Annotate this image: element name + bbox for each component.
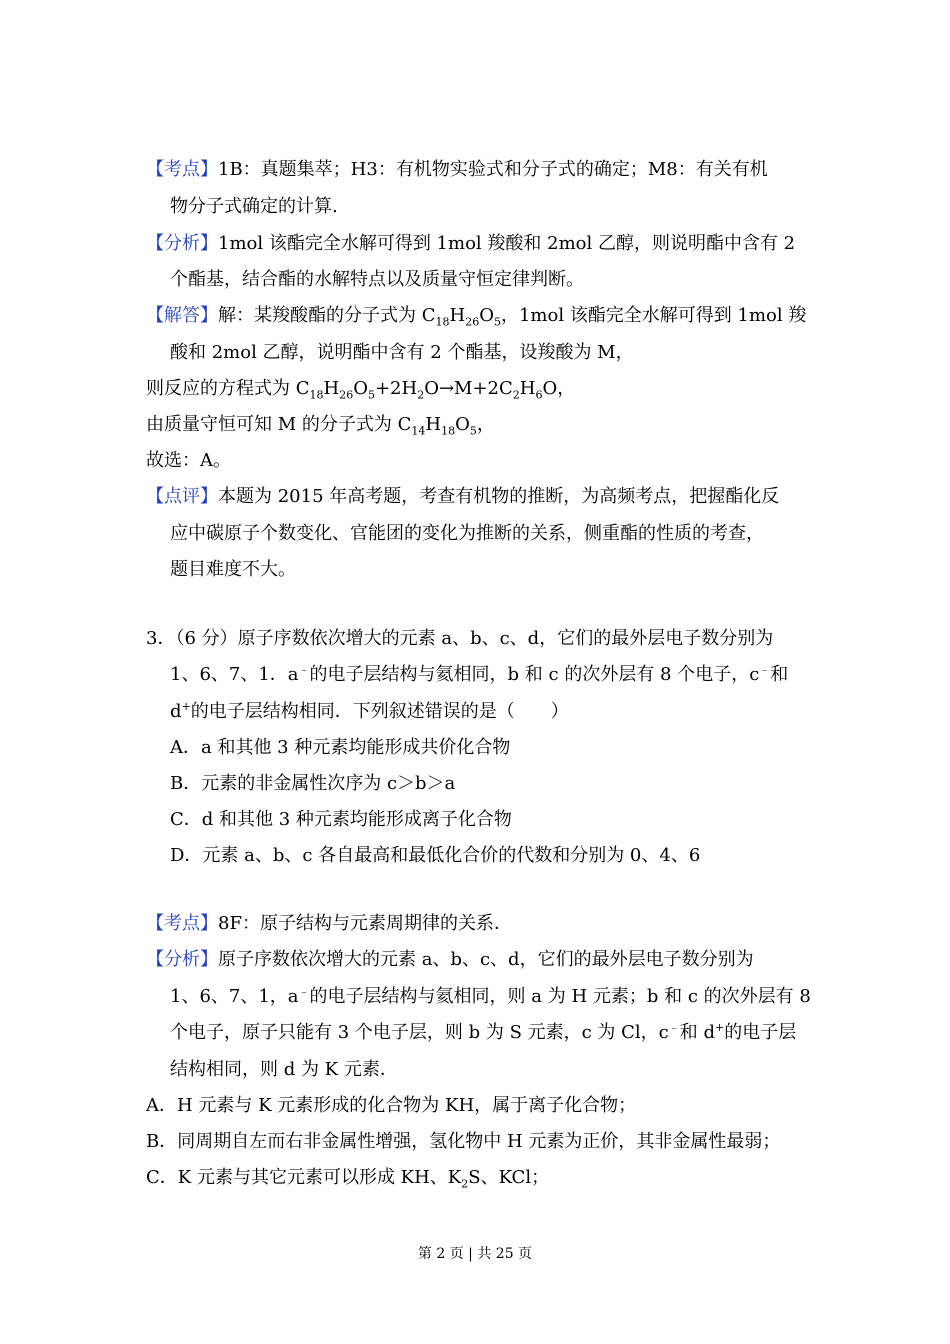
stem-text: d bbox=[170, 701, 182, 722]
eq-text: H bbox=[323, 378, 340, 399]
kaodian-tag: 【考点】 bbox=[146, 159, 218, 180]
subscript: 2 bbox=[417, 388, 425, 402]
q2-fenxi-text-1: 1mol 该酯完全水解可得到 1mol 羧酸和 2mol 乙醇，则说明酯中含有 2 bbox=[218, 233, 796, 254]
q2-kaodian-line-1 bbox=[146, 158, 768, 182]
q3-stem-line-2 bbox=[170, 663, 788, 687]
subscript: 2 bbox=[512, 388, 520, 402]
q2-dianping-line-3: 题目难度不大。 bbox=[170, 559, 296, 580]
mass-text: 由质量守恒可知 M 的分子式为 C bbox=[146, 414, 412, 435]
subscript: 26 bbox=[339, 388, 354, 402]
q2-kaodian-line-2: 物分子式确定的计算. bbox=[170, 196, 338, 217]
superscript: + bbox=[715, 1021, 725, 1034]
q3-fenxi-text-1: 原子序数依次增大的元素 a、b、c、d，它们的最外层电子数分别为 bbox=[218, 949, 754, 970]
subscript: 18 bbox=[435, 315, 450, 329]
superscript: ﹣ bbox=[298, 985, 310, 998]
subscript: 5 bbox=[493, 315, 501, 329]
stem-text: 和 bbox=[770, 664, 789, 685]
subscript: 2 bbox=[461, 1177, 469, 1191]
q2-kaodian-text-1: 1B：真题集萃；H3：有机物实验式和分子式的确定；M8：有关有机 bbox=[218, 159, 768, 180]
q3-option-d: D．元素 a、b、c 各自最高和最低化合价的代数和分别为 0、4、6 bbox=[170, 845, 701, 866]
q3-fenxi-line-4: 结构相同，则 d 为 K 元素． bbox=[170, 1059, 398, 1080]
q3-answer-b: B．同周期自左而右非金属性增强，氢化物中 H 元素为正价，其非金属性最弱； bbox=[146, 1131, 781, 1152]
eq-text: H bbox=[519, 378, 536, 399]
answer-text: C．K 元素与其它元素可以形成 KH、K bbox=[146, 1167, 462, 1188]
q3-fenxi-line-2 bbox=[170, 985, 811, 1009]
kaodian-tag: 【考点】 bbox=[146, 913, 218, 934]
fenxi-text: 1、6、7、1，a bbox=[170, 986, 299, 1007]
q2-fenxi-line-1 bbox=[146, 232, 795, 256]
q2-fenxi-line-2: 个酯基，结合酯的水解特点以及质量守恒定律判断。 bbox=[170, 269, 584, 290]
q2-jieda-text-1b: H bbox=[449, 305, 466, 326]
q2-mass-line bbox=[146, 413, 495, 437]
q2-equation-line bbox=[146, 377, 575, 401]
stem-text: 的电子层结构与氦相同，b 和 c 的次外层有 8 个电子，c bbox=[309, 664, 760, 685]
superscript: ﹣ bbox=[298, 663, 310, 676]
subscript: 14 bbox=[411, 424, 426, 438]
q2-jieda-text-1d: ，1mol 该酯完全水解可得到 1mol 羧 bbox=[500, 305, 807, 326]
mass-text: O bbox=[455, 414, 470, 435]
q2-jieda-line-1 bbox=[146, 304, 806, 328]
subscript: 26 bbox=[465, 315, 480, 329]
fenxi-text: 的电子层结构与氦相同，则 a 为 H 元素；b 和 c 的次外层有 8 bbox=[309, 986, 811, 1007]
q2-dianping-line-1 bbox=[146, 485, 779, 509]
eq-text: O， bbox=[542, 378, 576, 399]
eq-text: +2H bbox=[374, 378, 418, 399]
stem-text: 1、6、7、1．a bbox=[170, 664, 299, 685]
mass-text: ， bbox=[476, 414, 495, 435]
q3-option-b: B．元素的非金属性次序为 c＞b＞a bbox=[170, 773, 456, 794]
superscript: ﹣ bbox=[668, 1021, 680, 1034]
page-footer: 第 2 页 | 共 25 页 bbox=[417, 1246, 533, 1262]
subscript: 18 bbox=[441, 424, 456, 438]
q3-stem-line-3 bbox=[170, 700, 569, 724]
superscript: + bbox=[181, 700, 191, 713]
q2-dianping-line-2: 应中碳原子个数变化、官能团的变化为推断的关系，侧重酯的性质的考查， bbox=[170, 523, 764, 544]
q2-jieda-text-1c: O bbox=[479, 305, 494, 326]
q3-answer-a: A．H 元素与 K 元素形成的化合物为 KH，属于离子化合物； bbox=[146, 1095, 637, 1116]
q3-fenxi-line-1 bbox=[146, 948, 754, 972]
q3-answer-c bbox=[146, 1166, 549, 1190]
eq-text: O→M+2C bbox=[424, 378, 513, 399]
subscript: 5 bbox=[469, 424, 477, 438]
subscript: 6 bbox=[535, 388, 543, 402]
q3-kaodian-text: 8F：原子结构与元素周期律的关系． bbox=[218, 913, 512, 934]
q3-fenxi-line-3 bbox=[170, 1021, 796, 1045]
fenxi-tag: 【分析】 bbox=[146, 949, 218, 970]
q2-jieda-text-1a: 解：某羧酸酯的分子式为 C bbox=[218, 305, 436, 326]
q3-kaodian-line bbox=[146, 912, 512, 936]
fenxi-text: 个电子，原子只能有 3 个电子层，则 b 为 S 元素，c 为 Cl，c bbox=[170, 1022, 669, 1043]
subscript: 18 bbox=[309, 388, 324, 402]
q3-stem-line-1: 3．（6 分）原子序数依次增大的元素 a、b、c、d，它们的最外层电子数分别为 bbox=[146, 628, 774, 649]
q2-answer-line: 故选：A。 bbox=[146, 450, 231, 471]
subscript: 5 bbox=[367, 388, 375, 402]
eq-text: 则反应的方程式为 C bbox=[146, 378, 310, 399]
dianping-tag: 【点评】 bbox=[146, 486, 218, 507]
q2-jieda-line-2: 酸和 2mol 乙醇，说明酯中含有 2 个酯基，设羧酸为 M， bbox=[170, 342, 634, 363]
fenxi-text: 的电子层 bbox=[724, 1022, 797, 1043]
mass-text: H bbox=[425, 414, 442, 435]
q2-dianping-text-1: 本题为 2015 年高考题，考查有机物的推断，为高频考点，把握酯化反 bbox=[218, 486, 780, 507]
stem-text: 的电子层结构相同．下列叙述错误的是（ ） bbox=[190, 701, 569, 722]
eq-text: O bbox=[353, 378, 368, 399]
q3-option-c: C．d 和其他 3 种元素均能形成离子化合物 bbox=[170, 809, 512, 830]
answer-text: S、KCl； bbox=[468, 1167, 550, 1188]
fenxi-text: 和 d bbox=[679, 1022, 716, 1043]
superscript: ﹣ bbox=[759, 663, 771, 676]
fenxi-tag: 【分析】 bbox=[146, 233, 218, 254]
q3-option-a: A．a 和其他 3 种元素均能形成共价化合物 bbox=[170, 737, 511, 758]
jieda-tag: 【解答】 bbox=[146, 305, 218, 326]
